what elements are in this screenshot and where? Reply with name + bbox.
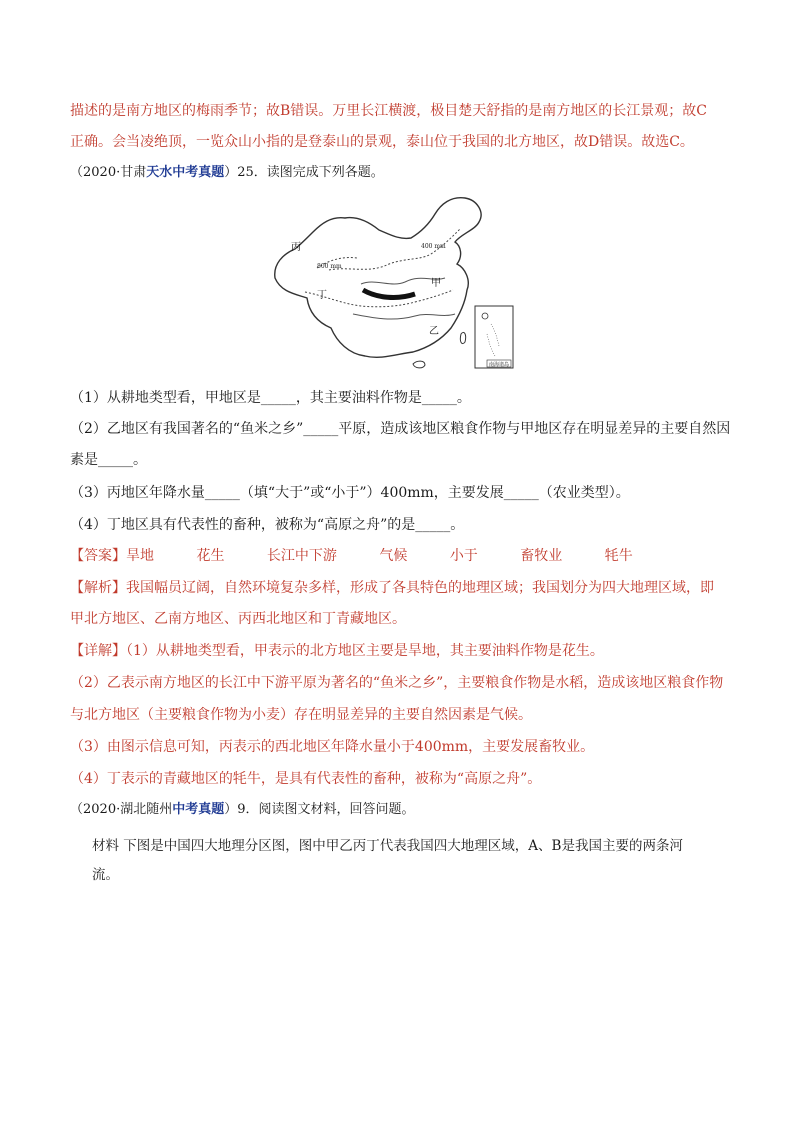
- text-line: 描述的是南方地区的梅雨季节；故B错误。万里长江横渡，极目楚天舒指的是南方地区的长江景观；故C: [70, 103, 707, 119]
- isohyet-800-label: 800 mm: [317, 263, 342, 270]
- region-label-bing: 丙: [291, 242, 301, 253]
- answer-item: 气候: [379, 548, 408, 564]
- river-line: [353, 314, 455, 319]
- region-label-ding: 丁: [317, 290, 327, 301]
- question-source: 中考真题: [172, 802, 225, 817]
- analysis-text: 我国幅员辽阔，自然环境复杂多样，形成了各具特色的地理区域；我国划分为四大地理区域，即: [126, 580, 714, 596]
- map-figure: [265, 194, 517, 372]
- region-label-yi: 乙: [429, 326, 439, 337]
- detail-line-5: （4）丁表示的青藏地区的牦牛，是具有代表性的畜种，被称为“高原之舟”。: [70, 771, 542, 787]
- south-china-sea-inset: [475, 306, 513, 368]
- detail-tag: 【详解】: [70, 643, 126, 659]
- question-9-header: [70, 801, 730, 819]
- answer-tag: 【答案】: [70, 548, 126, 564]
- question-4: （4）丁地区具有代表性的畜种，被称为“高原之舟”的是_____。: [70, 517, 465, 533]
- answer-item: 小于: [449, 548, 478, 564]
- region-label-jia: 甲: [431, 278, 441, 289]
- analysis-tag: 【解析】: [70, 580, 126, 596]
- question-source: 天水中考真题: [146, 165, 225, 180]
- detail-text: （1）从耕地类型看，甲表示的北方地区主要是旱地，其主要油料作物是花生。: [126, 643, 604, 659]
- analysis-line-2: 甲北方地区、乙南方地区、丙西北地区和丁青藏地区。: [70, 611, 406, 627]
- answer-item: 畜牧业: [520, 548, 563, 564]
- question-2-line-1: （2）乙地区有我国著名的“鱼米之乡”_____平原，造成该地区粮食作物与甲地区存在明显差异的主要自然因: [70, 421, 730, 437]
- qinling-line: [363, 290, 415, 297]
- china-outline: [275, 198, 481, 358]
- text-line: 正确。会当凌绝顶，一览众山小指的是登泰山的景观，泰山位于我国的北方地区，故D错误。故选C。: [70, 134, 694, 150]
- question-suffix: ）9．阅读图文材料，回答问题。: [224, 802, 415, 817]
- inset-caption: 南海诸岛: [489, 362, 510, 368]
- detail-line-4: （3）由图示信息可知，丙表示的西北地区年降水量小于400mm，主要发展畜牧业。: [70, 739, 595, 755]
- material-line-2: 流。: [92, 867, 119, 883]
- question-3: （3）丙地区年降水量_____（填“大于”或“小于”）400mm，主要发展_____（农业类型）。: [70, 485, 630, 501]
- china-regions-map: [265, 194, 517, 372]
- analysis-line-1: [70, 579, 730, 597]
- answer-row: [70, 547, 730, 565]
- question-1: （1）从耕地类型看，甲地区是_____，其主要油料作物是_____。: [70, 390, 471, 406]
- answer-item: 花生: [196, 548, 225, 564]
- question-prefix: （2020·湖北随州: [70, 802, 173, 817]
- question-suffix: ）25．读图完成下列各题。: [224, 165, 384, 180]
- answer-item: 长江中下游: [266, 548, 337, 564]
- question-prefix: （2020·甘肃: [70, 165, 147, 180]
- material-line-1: 材料 下图是中国四大地理分区图，图中甲乙丙丁代表我国四大地理区域，A、B是我国主要的两条河: [92, 838, 683, 854]
- question-25-header: [70, 164, 730, 182]
- answer-item: 旱地: [126, 548, 154, 564]
- detail-line-3: 与北方地区（主要粮食作物为小麦）存在明显差异的主要自然因素是气候。: [70, 707, 532, 723]
- question-2-line-2: 素是_____。: [70, 452, 147, 468]
- answer-item: 牦牛: [604, 548, 633, 564]
- isohyet-400-label: 400 mm: [421, 243, 446, 250]
- taiwan-island: [460, 332, 465, 343]
- detail-line-2: （2）乙表示南方地区的长江中下游平原为著名的“鱼米之乡”，主要粮食作物是水稻，造成该地区粮食作物: [70, 675, 724, 691]
- detail-line-1: [70, 642, 730, 660]
- hainan-island: [413, 361, 425, 368]
